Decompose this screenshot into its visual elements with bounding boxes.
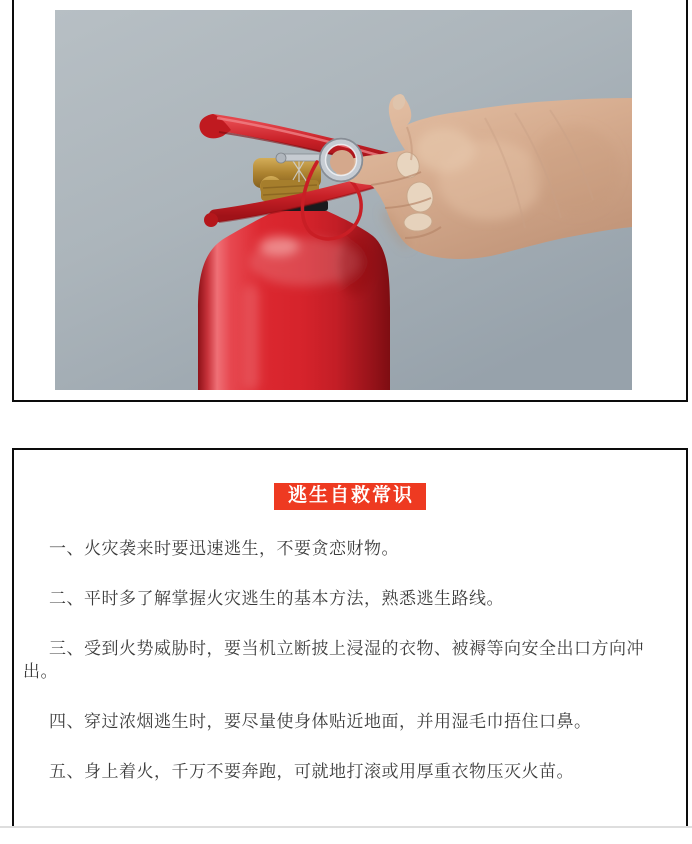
safety-tips-card — [12, 448, 688, 826]
safety-tip-item-1: 一、火灾袭来时要迅速逃生，不要贪恋财物。 — [49, 539, 399, 558]
photo-card — [12, 0, 688, 402]
safety-tip-item-5: 五、身上着火，千万不要奔跑，可就地打滚或用厚重衣物压灭火苗。 — [49, 762, 574, 781]
safety-tip-item-3: 三、受到火势威胁时，要当机立断披上浸湿的衣物、被褥等向安全出口方向冲出。 — [23, 639, 644, 681]
section-title-banner: 逃生自救常识 — [274, 483, 426, 510]
fire-extinguisher-photo — [55, 10, 632, 390]
card-gap — [0, 402, 692, 448]
fire-extinguisher-photo-svg — [55, 10, 632, 390]
extinguisher-body — [198, 211, 390, 390]
safety-tip-item-2: 二、平时多了解掌握火灾逃生的基本方法，熟悉逃生路线。 — [49, 589, 504, 608]
safety-tips-list — [14, 537, 686, 783]
safety-tip-item-4: 四、穿过浓烟逃生时，要尽量使身体贴近地面，并用湿毛巾捂住口鼻。 — [49, 712, 592, 731]
bottom-divider — [0, 826, 692, 828]
banner-row — [14, 483, 686, 510]
